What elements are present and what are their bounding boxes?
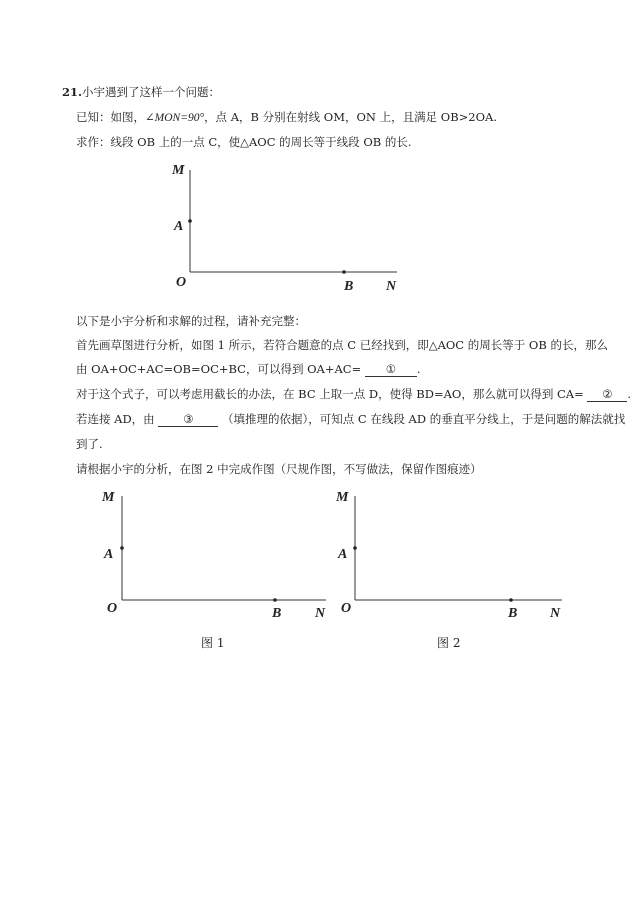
- blank-1[interactable]: ①: [365, 362, 417, 377]
- label-b: B: [344, 279, 354, 294]
- fig2-label-b: B: [508, 606, 518, 621]
- analysis-line-4-text: 对于这个式子，可以考虑用截长的办法，在 BC 上取一点 D，使得 BD=AO，那么就可以得到 CA=: [76, 387, 584, 401]
- fig1-point-b: [273, 598, 277, 602]
- fig1-label-m: M: [102, 490, 115, 505]
- problem-ask-line: 求作：线段 OB 上的一点 C，使△AOC 的周长等于线段 OB 的长.: [76, 135, 412, 149]
- point-b: [342, 270, 346, 274]
- fig2-label-m: M: [336, 490, 349, 505]
- fig2-label-n: N: [550, 606, 561, 621]
- analysis-line-2: 首先画草图进行分析，如图 1 所示，若符合题意的点 C 已经找到，即△AOC 的周长等于 OB 的长，那么: [76, 338, 608, 352]
- label-m: M: [172, 163, 185, 178]
- analysis-line-1: 以下是小宇分析和求解的过程，请补充完整：: [76, 314, 306, 328]
- fig2-point-a: [353, 546, 357, 550]
- known-prefix: 已知：如图，: [76, 110, 145, 124]
- problem-intro: 小宇遇到了这样一个问题：: [82, 85, 221, 99]
- label-o: O: [176, 275, 187, 290]
- problem-number: 21.: [62, 85, 83, 99]
- fig1-point-a: [120, 546, 124, 550]
- analysis-line-5: [76, 412, 625, 427]
- problem-intro-line: [62, 85, 220, 99]
- problem-known-line: [76, 110, 497, 125]
- fig2-label-o: O: [341, 601, 352, 616]
- figure-1-caption: 图 1: [201, 636, 225, 650]
- analysis-line-6: 到了.: [76, 437, 103, 451]
- label-n: N: [386, 279, 397, 294]
- known-text: ，点 A，B 分别在射线 OM，ON 上，且满足 OB>2OA.: [204, 110, 498, 124]
- point-a: [188, 219, 192, 223]
- fig2-point-b: [509, 598, 513, 602]
- figure-2-caption: 图 2: [437, 636, 461, 650]
- analysis-line-4: [76, 387, 631, 402]
- analysis-line-3-end: .: [416, 362, 421, 376]
- fig1-label-a: A: [104, 547, 114, 562]
- fig1-label-o: O: [107, 601, 118, 616]
- blank-3[interactable]: ③: [158, 412, 218, 427]
- known-angle: ∠MON=90°: [145, 112, 205, 124]
- fig1-label-b: B: [272, 606, 282, 621]
- analysis-line-4-end: .: [627, 387, 632, 401]
- analysis-line-3-text: 由 OA+OC+AC=OB=OC+BC，可以得到 OA+AC=: [76, 362, 362, 376]
- analysis-line-7: 请根据小宇的分析，在图 2 中完成作图（尺规作图，不写做法，保留作图痕迹）: [76, 462, 482, 476]
- fig2-label-a: A: [338, 547, 348, 562]
- blank-2[interactable]: ②: [587, 387, 627, 402]
- label-a: A: [174, 219, 184, 234]
- analysis-line-5-end: （填推理的依据），可知点 C 在线段 AD 的垂直平分线上，于是问题的解法就找: [222, 412, 626, 426]
- analysis-line-5-text: 若连接 AD，由: [76, 412, 155, 426]
- fig1-label-n: N: [315, 606, 326, 621]
- analysis-line-3: [76, 362, 421, 377]
